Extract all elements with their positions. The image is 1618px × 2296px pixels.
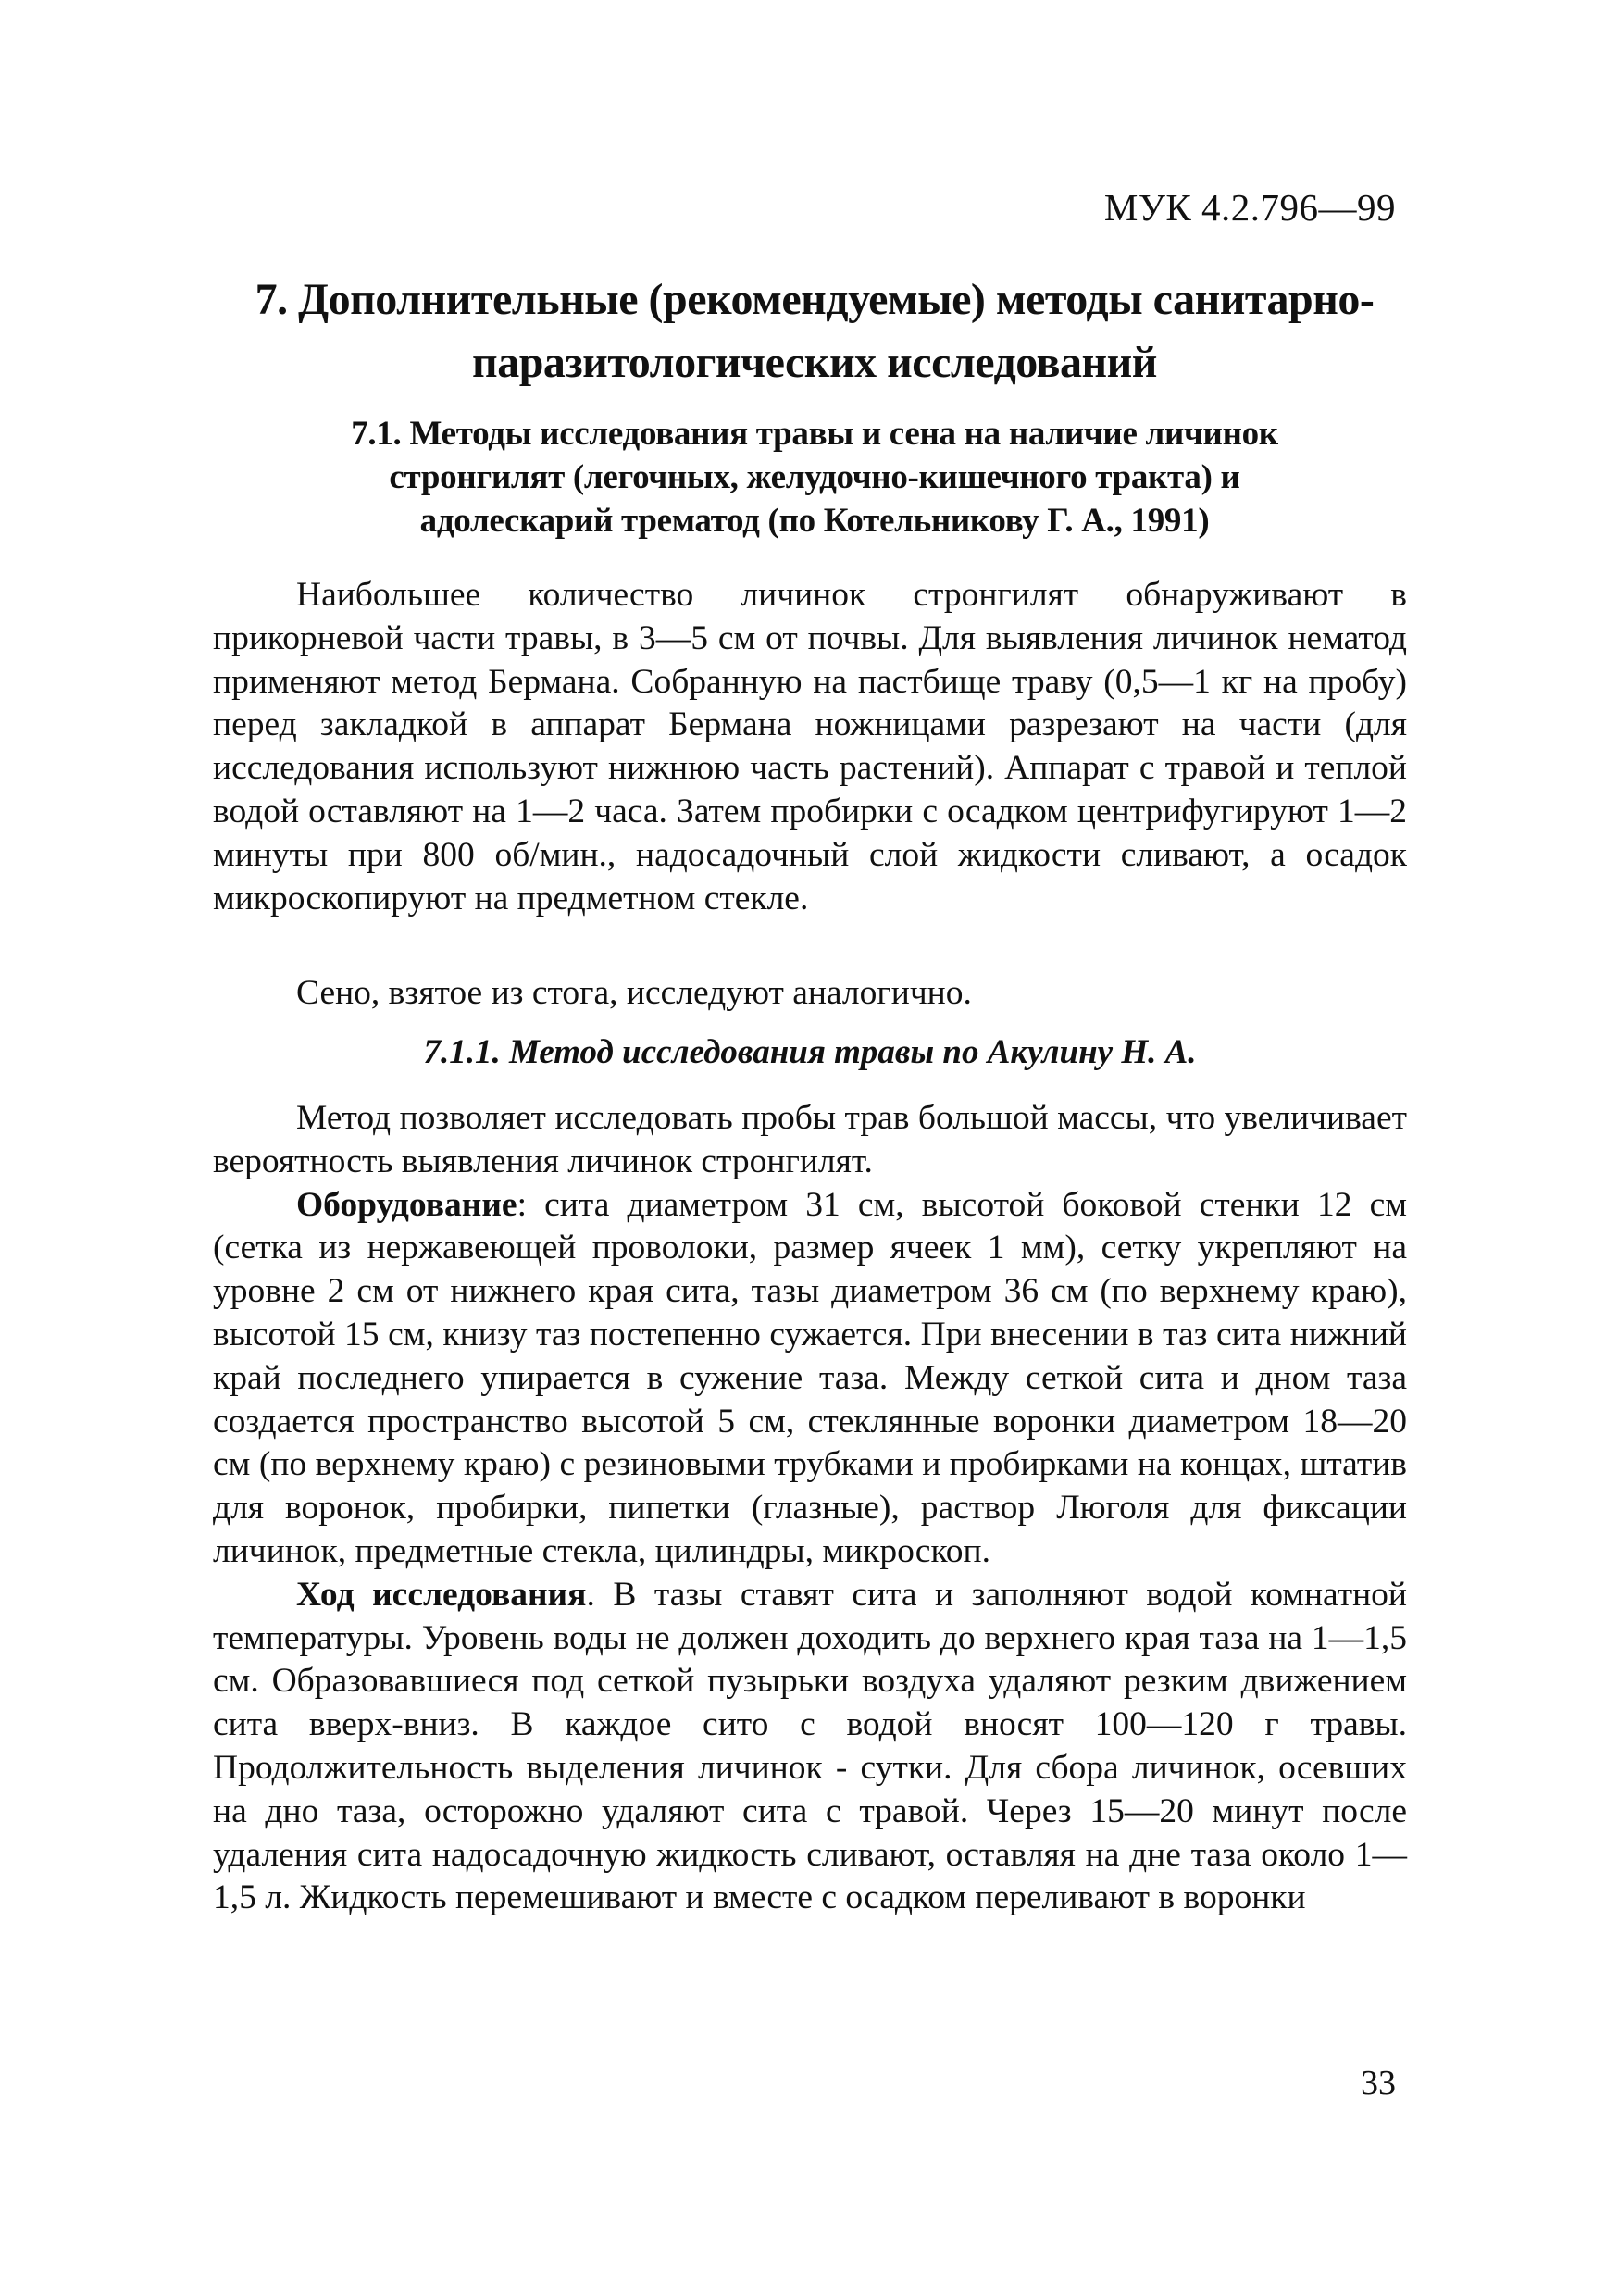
equipment-paragraph xyxy=(213,1184,1407,1574)
document-code: МУК 4.2.796—99 xyxy=(1103,186,1396,229)
procedure-label: Ход исследования xyxy=(296,1575,587,1614)
subsection-title-line: стронгилят (легочных, желудочно-кишечного тракта) и xyxy=(389,458,1240,496)
paragraph-text: Сено, взятое из стога, исследуют аналогично. xyxy=(296,974,972,1012)
equipment-text: : сита диаметром 31 см, высотой боковой стенки 12 см (сетка из нержавеющей проволоки, размер ячеек 1 мм), сетку укрепляют на уровне 2 см от нижнего края сита, тазы диаметром 36 см (по верхнему краю), высотой 15 см, книзу таз постепенно сужается. При внесении в таз сита нижний край последнего упирается в сужение таза. Между сеткой сита и дном таза создается пространство высотой 5 см, стеклянные воронки диаметром 18—20 см (по верхнему краю) с резиновыми трубками и пробирками на концах, штатив для воронок, пробирки, пипетки (глазные), раствор Люголя для фиксации личинок, предметные стекла, цилиндры, микроскоп. xyxy=(213,1185,1407,1570)
paragraph-larvae-location xyxy=(213,574,1407,920)
procedure-paragraph xyxy=(213,1574,1407,1920)
paragraph-text: Метод позволяет исследовать пробы трав большой массы, что увеличивает вероятность выявления личинок стронгилят. xyxy=(213,1099,1407,1180)
method-body xyxy=(213,1097,1407,1920)
section-title-line: паразитологических исследований xyxy=(472,338,1157,387)
paragraph-text: Наибольшее количество личинок стронгилят обнаруживают в прикорневой части травы, в 3—5 см от почвы. Для выявления личинок нематод применяют метод Бермана. Собранную на пастбище траву (0,5—1 кг на пробу) перед закладкой в аппарат Бермана ножницами разрезают на части (для исследования используют нижнюю часть растений). Аппарат с травой и теплой водой оставляют на 1—2 часа. Затем пробирки с осадком центрифугируют 1—2 минуты при 800 об/мин., надосадочный слой жидкости сливают, а осадок микроскопируют на предметном стекле. xyxy=(213,576,1407,917)
page-number: 33 xyxy=(1361,2064,1396,2103)
subsubsection-title: 7.1.1. Метод исследования травы по Акулину Н. А. xyxy=(423,1033,1197,1071)
subsection-title-line: адолескарий трематод (по Котельникову Г. А., 1991) xyxy=(419,502,1210,540)
equipment-label: Оборудование xyxy=(296,1185,517,1224)
subsection-title xyxy=(305,412,1324,543)
section-title-line: 7. Дополнительные (рекомендуемые) методы санитарно- xyxy=(255,275,1375,324)
procedure-text: . В тазы ставят сита и заполняют водой комнатной температуры. Уровень воды не должен доходить до верхнего края таза на 1—1,5 см. Образовавшиеся под сеткой пузырьки воздуха удаляют резким движением сита вверх-вниз. В каждое сито с водой вносят 100—120 г травы. Продолжительность выделения личинок - сутки. Для сбора личинок, осевших на дно таза, осторожно удаляют сита с травой. Через 15—20 минут после удаления сита надосадочную жидкость сливают, оставляя на дне таза около 1—1,5 л. Жидкость перемешивают и вместе с осадком переливают в воронки xyxy=(213,1575,1407,1917)
subsection-title-line: 7.1. Методы исследования травы и сена на наличие личинок xyxy=(351,415,1278,453)
section-title xyxy=(204,268,1425,394)
paragraph-hay xyxy=(213,972,1407,1016)
